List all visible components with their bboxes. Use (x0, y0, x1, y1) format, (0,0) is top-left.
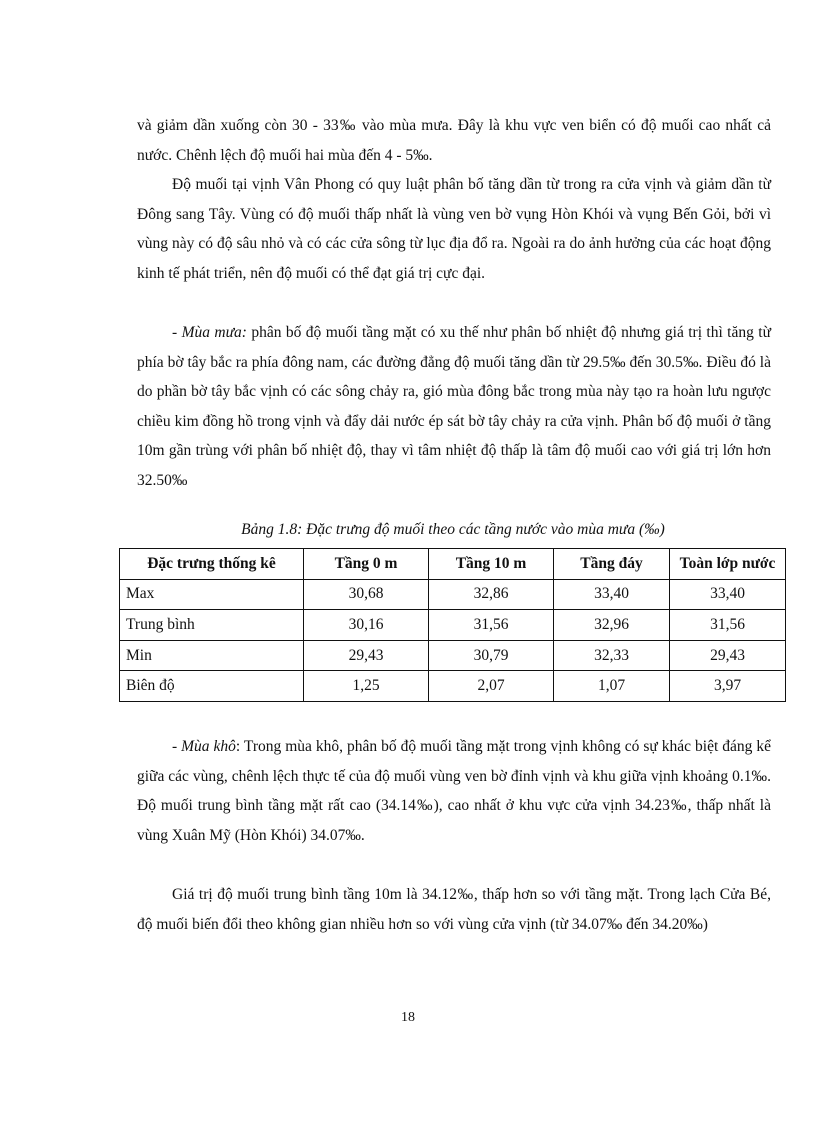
table-cell: Trung bình (120, 610, 304, 641)
page-number: 18 (401, 1010, 415, 1025)
dry-season-text: : Trong mùa khô, phân bố độ muối tầng mặt trong vịnh không có sự khác biệt đáng kể giữa các vùng, chênh lệch thực tế của độ muối vùng ven bờ đỉnh vịnh và khu giữa vịnh khoảng 0.1‰. Độ muối trung bình tầng mặt rất cao (34.14‰), cao nhất ở khu vực cửa vịnh 34.23‰, thấp nhất là vùng Xuân Mỹ (Hòn Khói) 34.07‰. (137, 738, 771, 844)
salinity-table (119, 548, 786, 702)
table-cell: Min (120, 640, 304, 671)
paragraph-1: và giảm dần xuống còn 30 - 33‰ vào mùa mưa. Đây là khu vực ven biển có độ muối cao nhất cả nước. Chênh lệch độ muối hai mùa đến 4 - 5‰. (137, 117, 771, 164)
table-row (120, 640, 786, 671)
table-cell: 2,07 (429, 671, 554, 702)
table-header-cell: Tầng 0 m (304, 549, 429, 580)
paragraph-2: Độ muối tại vịnh Vân Phong có quy luật phân bố tăng dần từ trong ra cửa vịnh và giảm dần từ Đông sang Tây. Vùng có độ muối thấp nhất là vùng ven bờ vụng Hòn Khói và vụng Bến Gỏi, bởi vì vùng này có độ sâu nhỏ và có các cửa sông từ lục địa đổ ra. Ngoài ra do ảnh hưởng của các hoạt động kinh tế phát triển, nên độ muối có thể đạt giá trị cực đại. (137, 176, 771, 282)
table-cell: Max (120, 579, 304, 610)
table-row (120, 610, 786, 641)
table-header-cell: Tầng đáy (554, 549, 670, 580)
table-cell: 30,68 (304, 579, 429, 610)
paragraph-dry-season (137, 732, 771, 850)
table-cell: 31,56 (670, 610, 786, 641)
table-header-cell: Tầng 10 m (429, 549, 554, 580)
table-cell: Biên độ (120, 671, 304, 702)
table-header-cell: Đặc trưng thống kê (120, 549, 304, 580)
table-cell: 32,86 (429, 579, 554, 610)
table-cell: 33,40 (554, 579, 670, 610)
paragraph-last: Giá trị độ muối trung bình tầng 10m là 34.12‰, thấp hơn so với tầng mặt. Trong lạch Cửa Bé, độ muối biến đổi theo không gian nhiều hơn so với vùng cửa vịnh (từ 34.07‰ đến 34.20‰) (137, 886, 771, 933)
table-cell: 3,97 (670, 671, 786, 702)
table-caption: Bảng 1.8: Đặc trưng độ muối theo các tầng nước vào mùa mưa (‰) (241, 521, 665, 538)
table-header-row (120, 549, 786, 580)
table-row (120, 579, 786, 610)
table-cell: 1,07 (554, 671, 670, 702)
table-cell: 31,56 (429, 610, 554, 641)
table-cell: 1,25 (304, 671, 429, 702)
table-cell: 30,79 (429, 640, 554, 671)
table-cell: 29,43 (670, 640, 786, 671)
table-header-cell: Toàn lớp nước (670, 549, 786, 580)
table-cell: 32,96 (554, 610, 670, 641)
rainy-season-text: phân bố độ muối tầng mặt có xu thế như phân bố nhiệt độ nhưng giá trị thì tăng từ phía bờ tây bắc ra phía đông nam, các đường đẳng độ muối tăng dần từ 29.5‰ đến 30.5‰. Điều đó là do phần bờ tây bắc vịnh có các sông chảy ra, gió mùa đông bắc trong mùa này tạo ra hoàn lưu ngược chiều kim đồng hồ trong vịnh và đẩy dải nước ép sát bờ tây chảy ra cửa vịnh. Phân bố độ muối ở tầng 10m gần trùng với phân bố nhiệt độ, thay vì tâm nhiệt độ thấp là tâm độ muối cao với giá trị lớn hơn 32.50‰ (137, 324, 771, 489)
rainy-season-lead: - Mùa mưa: (172, 324, 247, 341)
table-row (120, 671, 786, 702)
dry-season-lead: - Mùa khô (172, 738, 236, 755)
paragraph-rainy-season (137, 318, 771, 496)
table-cell: 33,40 (670, 579, 786, 610)
table-cell: 30,16 (304, 610, 429, 641)
table-cell: 29,43 (304, 640, 429, 671)
table-cell: 32,33 (554, 640, 670, 671)
